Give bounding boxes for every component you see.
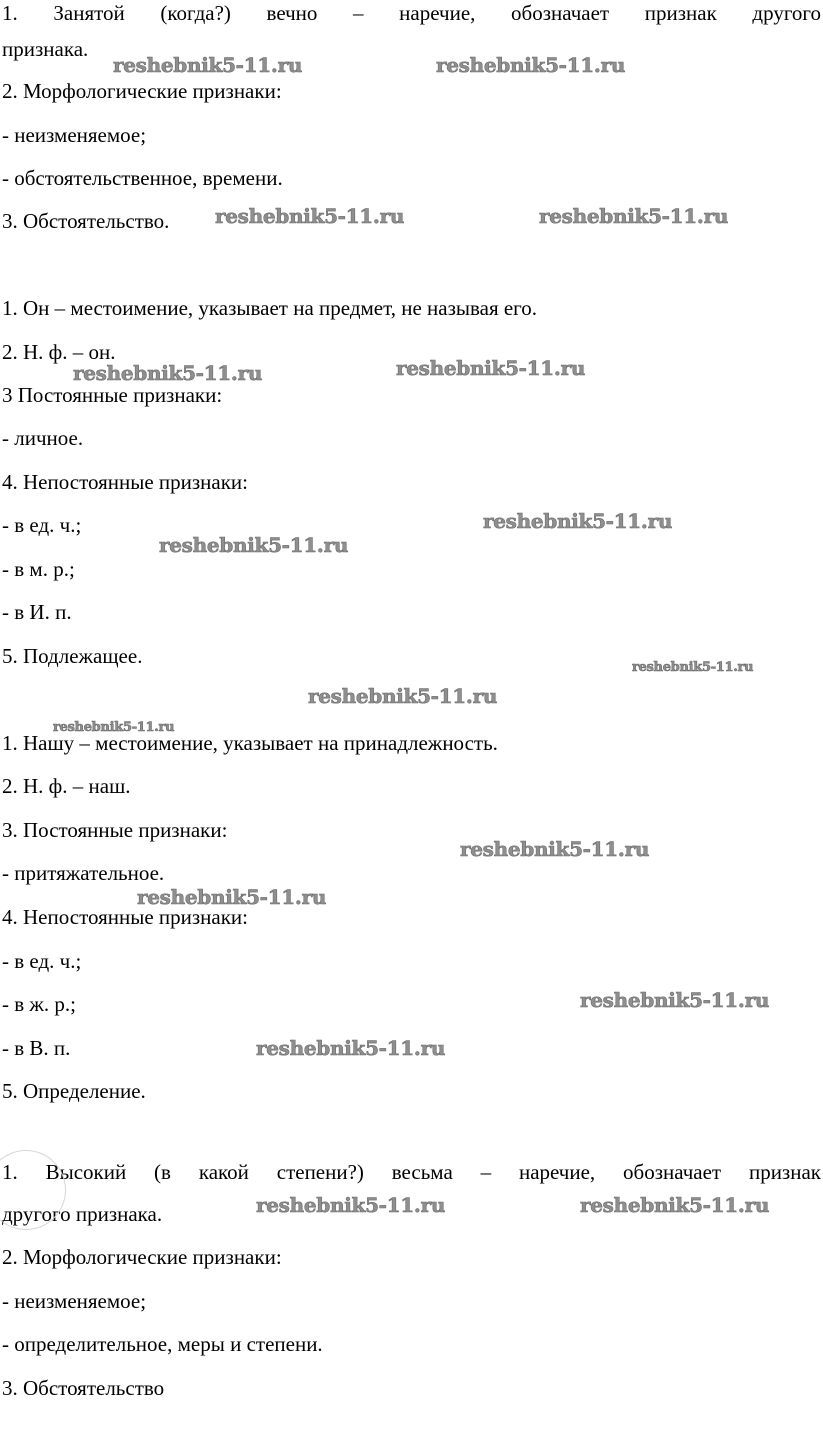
text-line: 2. Морфологические признаки: <box>2 1245 282 1269</box>
watermark: reshebnik5-11.ru <box>256 1036 446 1060</box>
watermark: reshebnik5-11.ru <box>539 204 729 228</box>
watermark: reshebnik5-11.ru <box>436 53 626 77</box>
text-line: 3 Постоянные признаки: <box>2 383 223 407</box>
text-line: - личное. <box>2 426 84 450</box>
text-line: - обстоятельственное, времени. <box>2 166 283 190</box>
text-line: 2. Н. ф. – он. <box>2 340 116 364</box>
text-line: 1. Нашу – местоимение, указывает на принадлежность. <box>2 731 498 755</box>
text-line: 1. Он – местоимение, указывает на предмет, не называя его. <box>2 296 538 320</box>
text-line: - притяжательное. <box>2 861 165 885</box>
text-line: 5. Подлежащее. <box>2 644 143 668</box>
text-line: другого признака. <box>2 1202 163 1226</box>
text-line: 2. Морфологические признаки: <box>2 79 282 103</box>
text-line: - в ед. ч.; <box>2 513 82 537</box>
text-line: 2. Н. ф. – наш. <box>2 774 131 798</box>
watermark: reshebnik5-11.ru <box>73 361 263 385</box>
watermark: reshebnik5-11.ru <box>137 885 327 909</box>
watermark: reshebnik5-11.ru <box>396 356 586 380</box>
watermark: reshebnik5-11.ru <box>483 509 673 533</box>
watermark: reshebnik5-11.ru <box>460 837 650 861</box>
text-line: 5. Определение. <box>2 1079 146 1103</box>
text-line: 1. Высокий (в какой степени?) весьма – наречие, обозначает признак <box>2 1160 821 1184</box>
watermark: reshebnik5-11.ru <box>580 1193 770 1217</box>
text-line: - в И. п. <box>2 600 72 624</box>
text-line: - в ж. р.; <box>2 992 77 1016</box>
text-line: - определительное, меры и степени. <box>2 1332 323 1356</box>
text-line: 3. Обстоятельство <box>2 1376 165 1400</box>
text-line: 4. Непостоянные признаки: <box>2 470 248 494</box>
text-line: - в ед. ч.; <box>2 949 82 973</box>
text-line: - в м. р.; <box>2 557 75 581</box>
text-line: 1. Занятой (когда?) вечно – наречие, обозначает признак другого <box>2 1 821 25</box>
text-line: - в В. п. <box>2 1036 71 1060</box>
text-line: 3. Обстоятельство. <box>2 209 170 233</box>
watermark: reshebnik5-11.ru <box>53 720 175 735</box>
watermark: reshebnik5-11.ru <box>632 660 754 675</box>
watermark: reshebnik5-11.ru <box>308 684 498 708</box>
watermark: reshebnik5-11.ru <box>256 1193 446 1217</box>
text-line: - неизменяемое; <box>2 1289 147 1313</box>
watermark: reshebnik5-11.ru <box>580 988 770 1012</box>
watermark: reshebnik5-11.ru <box>159 533 349 557</box>
watermark: reshebnik5-11.ru <box>113 53 303 77</box>
text-line: - неизменяемое; <box>2 123 147 147</box>
text-line: 3. Постоянные признаки: <box>2 818 228 842</box>
watermark: reshebnik5-11.ru <box>215 204 405 228</box>
text-line: признака. <box>2 37 89 61</box>
text-line: 4. Непостоянные признаки: <box>2 905 248 929</box>
